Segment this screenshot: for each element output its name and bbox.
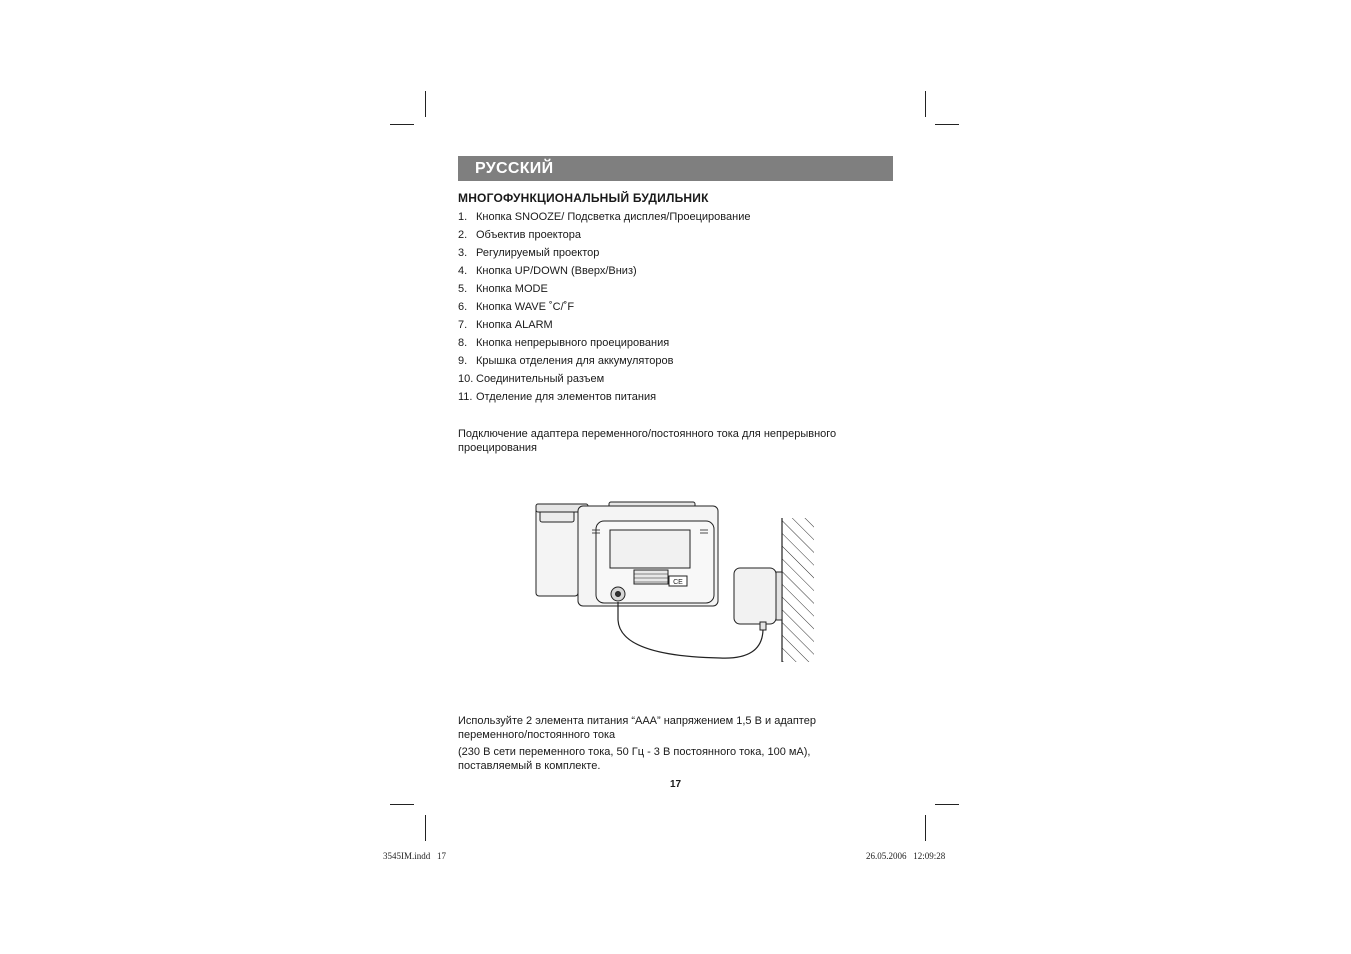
list-item-label: Кнопка UP/DOWN (Вверх/Вниз) xyxy=(476,265,637,277)
list-item xyxy=(458,391,750,409)
list-item xyxy=(458,373,750,391)
list-item xyxy=(458,337,750,355)
list-item-number: 2. xyxy=(458,229,468,241)
list-item-label: Кнопка SNOOZE/ Подсветка дисплея/Проецирование xyxy=(476,211,751,223)
crop-mark-top-right-horizontal xyxy=(935,124,959,125)
list-item-number: 11. xyxy=(458,391,473,403)
list-item xyxy=(458,229,750,247)
crop-mark-bottom-right-horizontal xyxy=(935,804,959,805)
list-item-number: 8. xyxy=(458,337,468,349)
crop-mark-bottom-left-vertical xyxy=(425,815,426,841)
wall-graphic xyxy=(782,518,814,662)
list-item xyxy=(458,319,750,337)
list-item-number: 9. xyxy=(458,355,468,367)
print-timestamp: 26.05.2006 12:09:28 xyxy=(866,851,946,861)
list-item-label: Объектив проектора xyxy=(476,229,582,241)
list-item-label: Кнопка WAVE ˚C/˚F xyxy=(476,301,575,313)
list-item-label: Соединительный разъем xyxy=(476,373,605,385)
list-item-label: Отделение для элементов питания xyxy=(476,391,657,403)
clock-back-view xyxy=(578,502,718,606)
list-item-label: Крышка отделения для аккумуляторов xyxy=(476,355,674,367)
file-slug: 3545IM.indd 17 xyxy=(383,851,446,861)
ce-mark: CE xyxy=(673,579,683,586)
crop-mark-bottom-right-vertical xyxy=(925,815,926,841)
battery-line-3: (230 В сети переменного тока, 50 Гц - 3 В постоянного тока, 100 мА), xyxy=(458,746,811,758)
crop-mark-top-left-vertical xyxy=(425,91,426,117)
list-item-label: Регулируемый проектор xyxy=(476,247,600,259)
list-item-number: 6. xyxy=(458,301,468,313)
crop-mark-bottom-left-horizontal xyxy=(390,804,414,805)
language-header: РУССКИЙ xyxy=(458,156,893,181)
power-adapter xyxy=(734,568,782,630)
crop-mark-top-right-vertical xyxy=(925,91,926,117)
list-item-number: 4. xyxy=(458,265,468,277)
list-item-number: 1. xyxy=(458,211,468,223)
list-item xyxy=(458,355,750,373)
list-item-label: Кнопка MODE xyxy=(476,283,548,295)
list-item-number: 3. xyxy=(458,247,468,259)
list-item xyxy=(458,265,750,283)
list-item-label: Кнопка непрерывного проецирования xyxy=(476,337,670,349)
battery-line-1: Используйте 2 элемента питания “AAA” напряжением 1,5 В и адаптер xyxy=(458,715,816,727)
adapter-connection-illustration xyxy=(530,498,820,664)
list-item-label: Кнопка ALARM xyxy=(476,319,553,331)
section-title: МНОГОФУНКЦИОНАЛЬНЫЙ БУДИЛЬНИК xyxy=(458,191,709,205)
battery-line-2: переменного/постоянного тока xyxy=(458,729,616,741)
adapter-line-1: Подключение адаптера переменного/постоянного тока для непрерывного xyxy=(458,428,837,440)
list-item xyxy=(458,301,750,319)
list-item-number: 10. xyxy=(458,373,474,385)
list-item xyxy=(458,247,750,265)
list-item xyxy=(458,283,750,301)
page-number: 17 xyxy=(670,779,682,790)
crop-mark-top-left-horizontal xyxy=(390,124,414,125)
list-item xyxy=(458,211,750,229)
parts-list xyxy=(458,211,750,409)
adapter-paragraph xyxy=(458,427,898,455)
adapter-line-2: проецирования xyxy=(458,442,538,454)
list-item-number: 7. xyxy=(458,319,468,331)
battery-paragraph xyxy=(458,714,898,773)
battery-line-4: поставляемый в комплекте. xyxy=(458,760,601,772)
list-item-number: 5. xyxy=(458,283,468,295)
